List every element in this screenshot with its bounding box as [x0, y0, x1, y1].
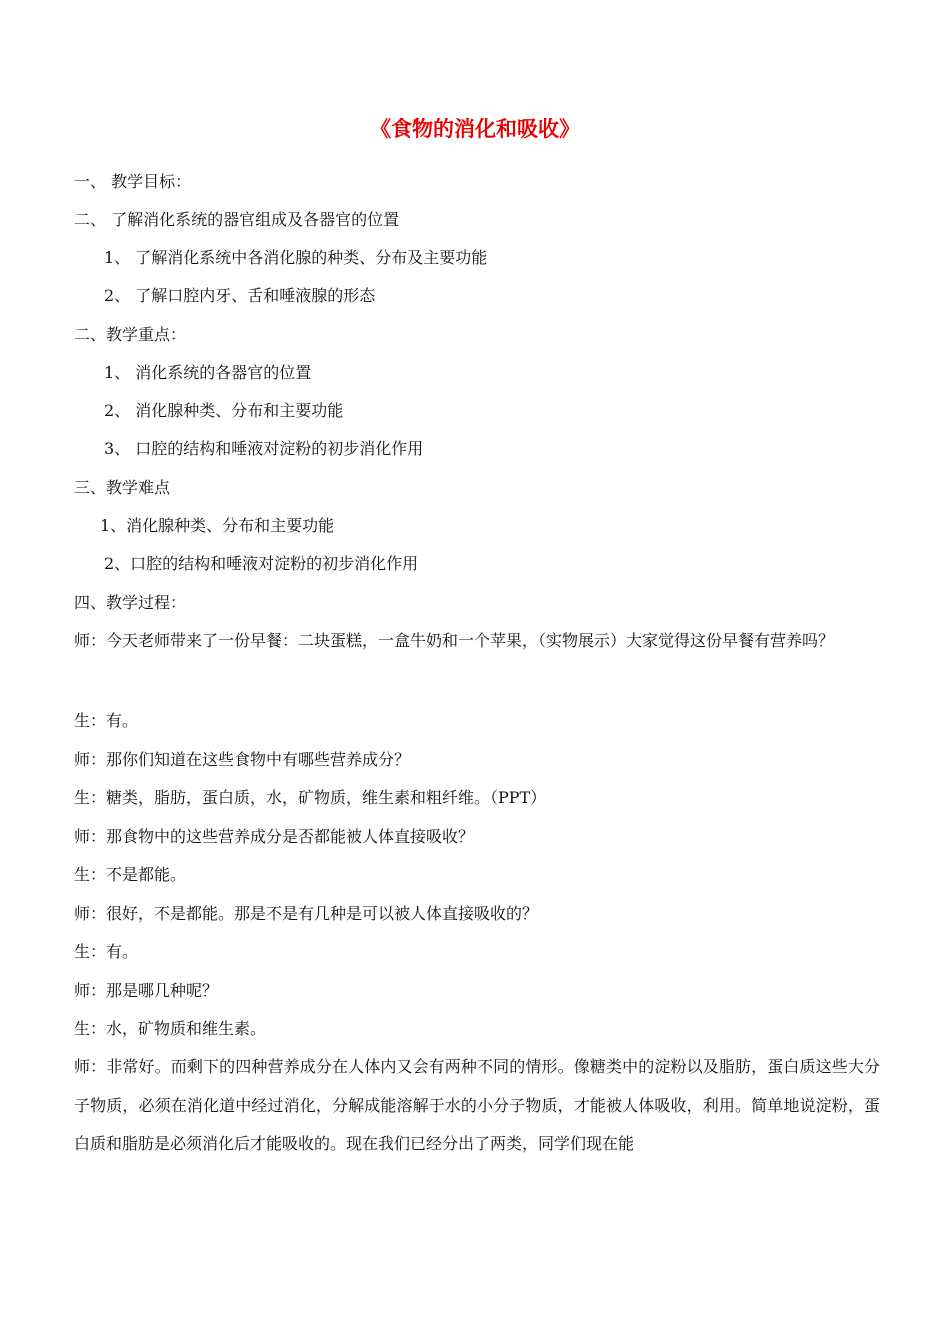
dialogue-teacher-which-ones: 师：那是哪几种呢？: [74, 981, 219, 1000]
key-point-item-1: 1、 消化系统的各器官的位置: [104, 363, 312, 382]
objective-digestive-organs: 二、 了解消化系统的器官组成及各器官的位置: [74, 210, 400, 229]
title-text: 《食物的消化和吸收》: [370, 117, 580, 141]
objective-item-2: 2、 了解口腔内牙、舌和唾液腺的形态: [104, 286, 376, 305]
difficulty-item-1: 1、消化腺种类、分布和主要功能: [100, 516, 335, 535]
key-point-item-2: 2、 消化腺种类、分布和主要功能: [104, 401, 344, 420]
dialogue-student-yes-1: 生：有。: [74, 711, 139, 730]
dialogue-teacher-breakfast: 师：今天老师带来了一份早餐：二块蛋糕，一盒牛奶和一个苹果，（实物展示）大家觉得这份早餐有营养吗？: [74, 631, 835, 650]
dialogue-student-yes-2: 生：有。: [74, 942, 139, 961]
section-difficulties-heading: 三、教学难点: [74, 478, 171, 497]
key-point-item-3: 3、 口腔的结构和唾液对淀粉的初步消化作用: [104, 439, 424, 458]
document-title: [0, 114, 950, 144]
dialogue-student-water-minerals: 生：水，矿物质和维生素。: [74, 1019, 267, 1038]
dialogue-teacher-some-direct: 师：很好，不是都能。那是不是有几种是可以被人体直接吸收的？: [74, 904, 539, 923]
dialogue-student-not-all: 生：不是都能。: [74, 865, 187, 884]
dialogue-teacher-explanation: 师：非常好。而剩下的四种营养成分在人体内又会有两种不同的情形。像糖类中的淀粉以及脂肪，蛋白质这些大分子物质，必须在消化道中经过消化，分解成能溶解于水的小分子物质，才能被人体吸收，利用。简单地说淀粉，蛋白质和脂肪是必须消化后才能吸收的。现在我们已经分出了两类，同学们现在能: [74, 1057, 880, 1153]
objective-item-1: 1、 了解消化系统中各消化腺的种类、分布及主要功能: [104, 248, 488, 267]
difficulty-item-2: 2、口腔的结构和唾液对淀粉的初步消化作用: [104, 554, 419, 573]
dialogue-student-nutrients-answer: 生：糖类，脂肪，蛋白质，水，矿物质，维生素和粗纤维。（PPT）: [74, 788, 547, 807]
dialogue-teacher-nutrients-question: 师：那你们知道在这些食物中有哪些营养成分？: [74, 750, 411, 769]
section-objectives-heading: 一、 教学目标：: [74, 172, 192, 191]
section-process-heading: 四、教学过程：: [74, 593, 187, 612]
dialogue-teacher-absorb-question: 师：那食物中的这些营养成分是否都能被人体直接吸收？: [74, 827, 475, 846]
section-key-points-heading: 二、教学重点：: [74, 325, 187, 344]
